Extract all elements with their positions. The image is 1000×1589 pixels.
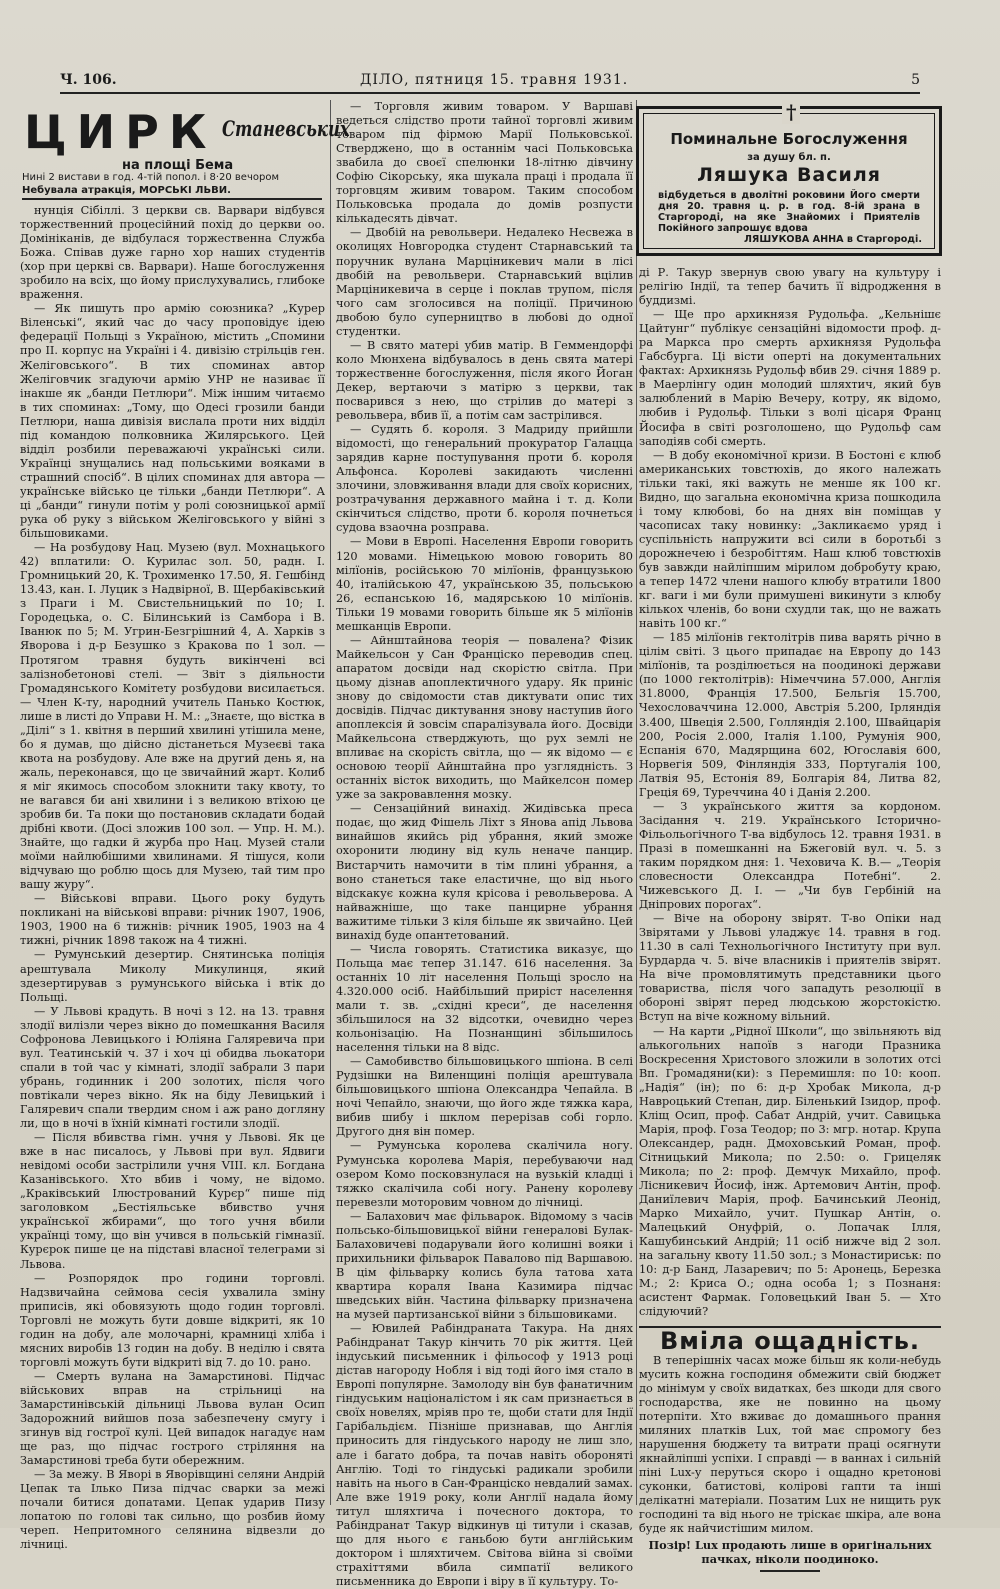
article-paragraph: — Як пишуть про армію союзника? „Курер Віленські“, який час до часу проповідує ідею федерації Польщі з Україною, містить „Спомини про II. корпус на Україні і 4. дивізію стрільців ген. Желіговського“. В тих споминах автор Желіговчик згадуючи армію УНР не називає її інакше як „банди Петлюри“. Між іншим читаємо в тих споминах: „Тому, що Одесі грозили банди Петлюри, наша дивізія вислала проти них відділ під командою полковника Жилярського. Цей відділ розбили переважаючі українські сили. Українці знущались над польськими вояками в страшний спосіб“. В цілих споминах для автора — українське військо це тільки „банди Петлюри“. А ці „банди“ гинули потім у ролі союзницької армії рука об руку з військом Желіговського у війні з більшовиками.	[20, 302, 325, 541]
article-paragraph: — Айнштайнова теорія — повалена? Фізик Майкельсон у Сан Франціско переводив спец. апаратом досвіди над скорістю світла. При цьому дізнав апоплектичного удару. Як приніс знову до свідомости став диктувати опис тих досвідів. Підчас диктування знову наступив його апоплексія й зовсім спаралізувала його. Досвіди Майкельсона стверджують, що рух землі не впливає на скорість світла, що — як відомо — є основою теорії Айнштайна про узглядність. З останніх вісток виходить, що Майкелсон помер уже за закровавлення мозку.	[336, 633, 633, 802]
ad-footer: Позір! Lux продають лише в оригінальних пачках, ніколи поодиноко.	[648, 1538, 932, 1567]
column-2	[336, 100, 633, 1588]
article-paragraph: — У Львові крадуть. В ночі з 12. на 13. травня злодії вилізли через вікно до помешкання Василя Софронова Левицького і Юліяна Галяревича при вул. Театинській ч. 37 і хоч ці обидва льокатори спали в той час у кімнаті, злодії забрали 3 пари убрань, годинник і 200 золотих, після чого повтікали через вікно. Як на біду Левицький і Галяревич спали твердим сном і аж рано догляну ли, що в ночі в їхній кімнаті гостили злодії.	[20, 1004, 325, 1131]
masthead-date: ДІЛО, пятниця 15. травня 1931.	[360, 72, 629, 88]
article-paragraph: ді Р. Такур звернув свою увагу на культуру і релігію Індії, та тепер бачить її відродження в буддизмі.	[639, 266, 941, 308]
circus-attraction: Небувала атракція, МОРСЬКІ ЛЬВИ.	[22, 185, 231, 196]
column-3	[639, 266, 941, 1567]
article-paragraph: — Румунська королева скалічила ногу. Румунська королева Марія, перебуваючи над озером Комо посковзнулася на вузькій кладці і тяжко скалічила собі ногу. Ранену королеву перевезли моторовим човном до лічниці.	[336, 1139, 633, 1209]
lux-advertisement	[639, 1326, 941, 1573]
article-paragraph: — Судять б. короля. З Мадриду прийшли відомості, що генеральний прокуратор Галацца зарядив карне поступування проти б. короля Альфонса. Королеві закидають численні злочини, зловживання влади для своїх корисних, розтрачування державного майна і т. д. Коли скінчиться слідство, проти б. короля почнеться судова взаочна розправа.	[336, 423, 633, 535]
column-rule-1	[330, 100, 331, 1505]
article-paragraph: — Мови в Европі. Населення Европи говорить 120 мовами. Німецькою мовою говорить 80 мілїонів, російською 70 мілїонів, французькою 40, італійською 47, українською 35, польською 26, еспанською 16, мадярською 10 мілїонів. Тільки 19 мовами говорить більше як 5 мілїонів мешканців Европи.	[336, 535, 633, 633]
page-number: 5	[911, 72, 920, 88]
article-paragraph: — Двобій на револьвери. Недалеко Несвежа в околицях Новгородка студент Старнавський та поручник вулана Марціникевич мали в лісі двобій на револьвери. Старнавський вцілив Марціникевича в серце і поклав трупом, після чого сам зголосився на поліції. Причиною двобою було суперництво в любові до одної студентки.	[336, 226, 633, 338]
article-paragraph: — Після вбивства гімн. учня у Львові. Як це вже в нас писалось, у Львові при вул. Ядвиги невідомі особи застрілили учня VIII. кл. Богдана Казанівського. Хто вбив і чому, не відомо. „Краківський Ілюстрований Курєр“ пише під заголовком „Бестіяльське вбивство учня української жбирами“, що того учня вбили українці тому, що він учився в польській гімназії. Курєрок пише це на підставі власної телеграми зі Львова.	[20, 1131, 325, 1271]
circus-title: ЦИРК	[24, 105, 217, 159]
column-1	[20, 204, 325, 1552]
cross-icon: †	[782, 100, 800, 124]
article-paragraph: — Румунський дезертир. Снятинська поліція арештувала Миколу Микулинця, який здезертирував з румунського війська і втік до Польщі.	[20, 948, 325, 1004]
article-paragraph: — Розпорядок про години торговлі. Надзвичайна сеймова сесія ухвалила зміну приписів, які обовязують щодо годин торговлі. Торговлі не можуть бути довше відкриті, як 10 годин на добу, але молочарні, крамниці хліба і мясних виробів 13 годин на добу. В неділю і свята торговлі можуть бути відкриті від 7. до 10. рано.	[20, 1271, 325, 1369]
article-paragraph: — Військові вправи. Цього року будуть покликані на військові вправи: річник 1907, 1906, 1903, 1900 на 6 тижнів: річник 1905, 1903 на 4 тижні, річник 1898 також на 4 тижні.	[20, 892, 325, 948]
circus-shows: Нині 2 вистави в год. 4-тій попол. і 8·20 вечором	[22, 172, 279, 183]
circus-place: на площі Бема	[122, 158, 234, 173]
article-paragraph: — В добу економічної кризи. В Бостоні є клюб американських товстюхів, до якого належать тільки такі, які важуть не менше як 100 кг. Видно, що загальна економічна криза пошкодила і тому клюбові, бо на днях він поміщав у часописах таку новинку: „Закликаємо уряд і суспільність напружити всі сили в боротьбі з дорожнечею і безробіттям. Наш клюб товстюхів був завжди найліпшим мірилом добробуту краю, а тепер 1472 члени нашого клюбу втратили 1800 кг. ваги і ми були примушені викинути з клюбу кількох членів, бо вони схудли так, що не важать навіть 100 кг.“	[639, 448, 941, 631]
article-paragraph: — Балахович має фільварок. Відомому з часів польсько-більшовицької війни генералові Булак-Балаховичеві подарували його колишні вояки і прихильники фільварок Павалово під Варшавою. В цім фільварку колись була татова хата квартира кораля Івана Казимира підчас шведських війн. Частина фільварку призначена на музей партизанської війни з більшовиками.	[336, 1209, 633, 1322]
article-paragraph: — На розбудову Нац. Музею (вул. Мохнацького 42) вплатили: О. Курилас зол. 50, радн. І. Громницький 20, К. Трохименко 17.50, Я. Гешбінд 13.43, кан. І. Луцик з Надвірної, В. Щербаківський з Праги і М. Свистельницький по 10; І. Городецька, о. С. Білинський із Самбора і В. Іванюк по 5; М. Угрин-Безгрішний 4, А. Харків з Яворова і д-р Безушко з Кракова по 1 зол. — Протягом травня будуть викінчені всі залізнобетонові стелі. — Звіт з діяльности Громадянського Комітету розбудови висилається. — Член К-ту, народний учитель Панько Костюк, лише в листі до Управи Н. М.: „Знаєте, що вістка в „Ділі“ з 1. квітня в перший хвилині утішила мене, бо я думав, що дійсно дістанеться Музеєві така квота на розбудову. Але вже на другий день я, на жаль, переконався, що це звичайний жарт. Колиб я міг якимось способом злокнити таку квоту, то не вагався би ані хвилини і з великою втіхою це зробив би. Та поки що постановив складати бодай дрібні квоти. (Досі зложив 100 зол. — Упр. Н. М.). Знайте, що гадки й журба про Нац. Музей стали моїми найлюбішими хвилинами. Я тішуся, коли відчуваю що роблю щось для Музею, тай тим про вашу журу“.	[20, 541, 325, 892]
article-paragraph: — За межу. В Яворі в Яворівщині селяни Андрій Цепак та Ілько Пиза підчас сварки за межі почали битися допатами. Цепак ударив Пизу лопатою по голові так сильно, що розбив йому череп. Непритомного селянина відвезли до лічниці.	[20, 1468, 325, 1552]
article-paragraph: — Торговля живим товаром. У Варшаві ведеться слідство проти тайної торговлі живим товаром під фірмою Марії Польковської. Стверджено, що в останнім часі Польковська звабила до своєї спелюнки 18-літню дівчину Софію Сікорську, яка шукала праці і продала її торговцям живим товаром. Таким способом Польковська продала до домів розпусти кількадесять дівчат.	[336, 100, 633, 226]
article-paragraph: — В свято матері убив матір. В Геммендорфі коло Мюнхена відбувалось в день свята матері торжественне богослуження, після якого Йоган Декер, вертаючи з матірю з церкви, так посварився з нею, що стрілив до матері з револьвера, вбив її, а потім сам застрілився.	[336, 338, 633, 423]
ad-text: В теперішніх часах може більш як коли-небудь мусить кожна господиня обмежити свій бюджет до мінімум у своїх видатках, без шкоди для свого господарства, яке не повинно на цьому потерпіти. Хто вживає до домашнього прання миляних платків Lux, той має спромогу без нарушення бюджету та витрати праці осягнути якнайліпші успіхи. І справді — в ваннах і сильній піні Lux-у перуться скоро і ощадно кретонові суконки, батистові, колірові гапти та інші делікатні матеріали. Позатим Lux не нищить рук господині та від нього не тріскає шкіра, але вона буде як найчистішим милом.	[639, 1353, 941, 1536]
ad-divider	[760, 1570, 820, 1572]
article-paragraph: нунція Сібіллі. З церкви св. Варвари відбувся торжественний процесійний похід до церкви оо. Домініканів, де відбулася торжественна Служба Божа. Співав дуже гарно хор наших студентів (хор при церкві св. Варвари). Наше богослуження зробило на всіх, що йому прислухувались, глибоке враження.	[20, 204, 325, 302]
article-paragraph: — Самобивство більшовицького шпіона. В селі Рудзішки на Виленщині поліція арештувала більшовицького шпіона Олександра Чепайла. В ночі Чепайло, знаючи, що його жде тяжка кара, вибив шибу і шклом перерізав собі горло. Другого дня він помер.	[336, 1055, 633, 1139]
obituary-name: Ляшука Василя	[697, 164, 881, 186]
column-rule-2	[636, 100, 637, 1505]
circus-name: Станевських	[222, 116, 350, 141]
page-header	[60, 72, 920, 94]
article-paragraph: — З українського життя за кордоном. Засідання ч. 219. Українського Історично-Фільольогічного Т-ва відбулось 12. травня 1931. в Празі в помешканні на Бжеговій вул. ч. 5. з таким порядком дня: 1. Чеховича К. В.— „Теорія словесности Олександра Потебні“. 2. Чижевського Д. І. — „Чи був Гербіній на Дніпрових порогах“.	[639, 799, 941, 912]
obituary-title: Поминальне Богослуження	[670, 130, 908, 148]
article-paragraph: — Числа говорять. Статистика виказує, що Польща має тепер 31.147. 616 населення. За останніх 10 літ населення Польщі зросло на 4.320.000 осіб. Найбільший приріст населення мали т. зв. „східні креси“, де населення збільшилося на 32 відсотки, очевидно через кольонізацію. На Познанщині збільшилось населення тільки на 8 відс.	[336, 942, 633, 1055]
article-paragraph: — 185 мілїонів гектолітрів пива варять річно в цілім світі. З цього припадає на Европу до 143 мілїонів, та розділюється на поодинокі держави (по 1000 гектолітрів): Німеччина 57.000, Англія 31.8000, Франція 17.500, Бельгія 15.700, Чехословаччина 12.000, Австрія 5.200, Ірляндія 3.400, Швеція 2.500, Голляндія 2.100, Швайцарія 200, Росія 2.000, Італія 1.100, Румунія 900, Еспанія 670, Мадярщина 602, Югославія 600, Норвегія 509, Фінляндія 333, Португалія 100, Латвія 95, Естонія 89, Болгарія 84, Литва 82, Греція 69, Туреччина 40 і Данія 2.200.	[639, 631, 941, 799]
obituary-text: відбудеться в дволітні роковини Його смерти дня 20. травня ц. р. в год. 8-ій зрана в Старгороді, на яке Знайомих і Приятелів Покійного запрошує вдова	[658, 190, 920, 234]
circus-advertisement	[22, 102, 350, 200]
issue-number: Ч. 106.	[60, 72, 117, 88]
article-paragraph: — Сензаційний винахід. Жидівська преса подає, що жид Фішель Ліхт з Янова апід Львова винайшов якийсь рід убрання, який зможе охоронити людину від куль неначе панцир. Вистарчить намочити в тім плині убрання, а воно станеться таке еластичне, що від нього відскакує кожна куля крісова і револьверова. А найважніше, що таке панцирне убрання важитиме тільки 3 кіля більше як звичайно. Цей винахід буде опантетований.	[336, 802, 633, 942]
obituary-for: за душу бл. п.	[747, 152, 831, 163]
obituary-signature: ЛЯШУКОВА АННА в Старгороді.	[743, 234, 922, 245]
obituary-notice	[636, 100, 942, 256]
ad-title: Вміла ощадність.	[639, 1326, 941, 1348]
article-paragraph: — Віче на оборону звірят. Т-во Опіки над Звірятами у Львові уладжує 14. травня в год. 11.30 в салі Технольогічного Інституту при вул. Бурдарда ч. 5. віче власників і приятелів звірят. На віче промовлятимуть представники цього товариства, після чого западуть резолюції в обороні звірят перед людською жорстокістю. Вступ на віче кожному вільний.	[639, 912, 941, 1024]
article-paragraph: — На карти „Рідної Школи“, що звільняють від алькогольних напоїв з нагоди Празника Воскресення Христового зложили в золотих отсі Вп. Громадяни(ки): з Перемишля: по 10: кооп. „Надія“ (ін); по 6: д-р Хробак Микола, д-р Навроцький Степан, дир. Біленький Ізидор, проф. Кліщ Осип, проф. Сабат Андрій, учит. Савицька Марія, проф. Гоза Теодор; по 3: мгр. нотар. Крупа Олександер, радн. Дмоховський Роман, проф. Сітницький Микола; по 2.50: о. Грицеляк Микола; по 2: проф. Демчук Михайло, проф. Лісникевич Йосиф, інж. Артемович Антін, проф. Даниїлевич Марія, проф. Бачинський Леонід, Марко Михайло, учит. Пушкар Антін, о. Малецький Онуфрій, о. Лопачак Ілля, Кашубинський Андрій; 11 осіб нижче від 2 зол. на загальну квоту 11.50 зол.; з Монастириськ: по 10: д-р Банд, Лазаревич; по 5: Аронець, Березка М.; 2: Криса О.; одна особа 1; з Познаня: асистент Фармак. Головецький Іван 5. — Хто слідуючий?	[639, 1024, 941, 1319]
article-paragraph: — Смерть вулана на Замарстинові. Підчас військових вправ на стрільниці на Замарстинівській дільниці Львова вулан Осип Задорожний вийшов поза забезпечену смугу і згинув від гострої кулі. Цей випадок нагадує нам ще раз, що підчас гострого стріляння на Замарстинові треба бути обережним.	[20, 1369, 325, 1468]
article-paragraph: — Ювилей Рабіндраната Такура. На днях Рабіндранат Такур кінчить 70 рік життя. Цей індуський письменник і фільософ у 1913 році дістав нагороду Нобля і від тоді його імя стало в Европі популярне. Замолоду він був фанатичним гіндуським націоналістом і як сам признається в своїх новелях, мріяв про те, щоби стати для Індії Гарібальдієм. Пізніше признавав, що Англія приносить для гіндуського народу не лиш зло, але і багато добра, та почав навіть оборонятi Англію. Тоді то гіндуські радикали зробили навіть на нього в Сан-Франціско невдалий замах. Але вже 1919 року, коли Англії надала йому титул шляхтича і почесного доктора, то Рабіндранат Такур відкинув ці титули і сказав, що для нього є ганьбою бути англійським доктором і шляхтичем. Світова війна зі своїми страхіттями вбила симпатії великого письменника до Европи і віру в її культуру. То-	[336, 1322, 633, 1588]
article-paragraph: — Ще про архикнязя Рудольфа. „Кельнішє Цайтунг“ публікує сензаційні відомости проф. д-ра Маркса про смерть архикнязя Рудольфа Габсбурга. Ці вісти оперті на документальних фактах: Архикнязь Рудольф вбив 29. січня 1889 р. в Маерлінгу один молодий шляхтич, який був залюблений в Марію Вечеру, котру, як відомо, любив і Рудольф. Тільки з волі цісаря Франц Йосифа в світі розголошено, що Рудольф сам заподіяв собі смерть.	[639, 308, 941, 448]
